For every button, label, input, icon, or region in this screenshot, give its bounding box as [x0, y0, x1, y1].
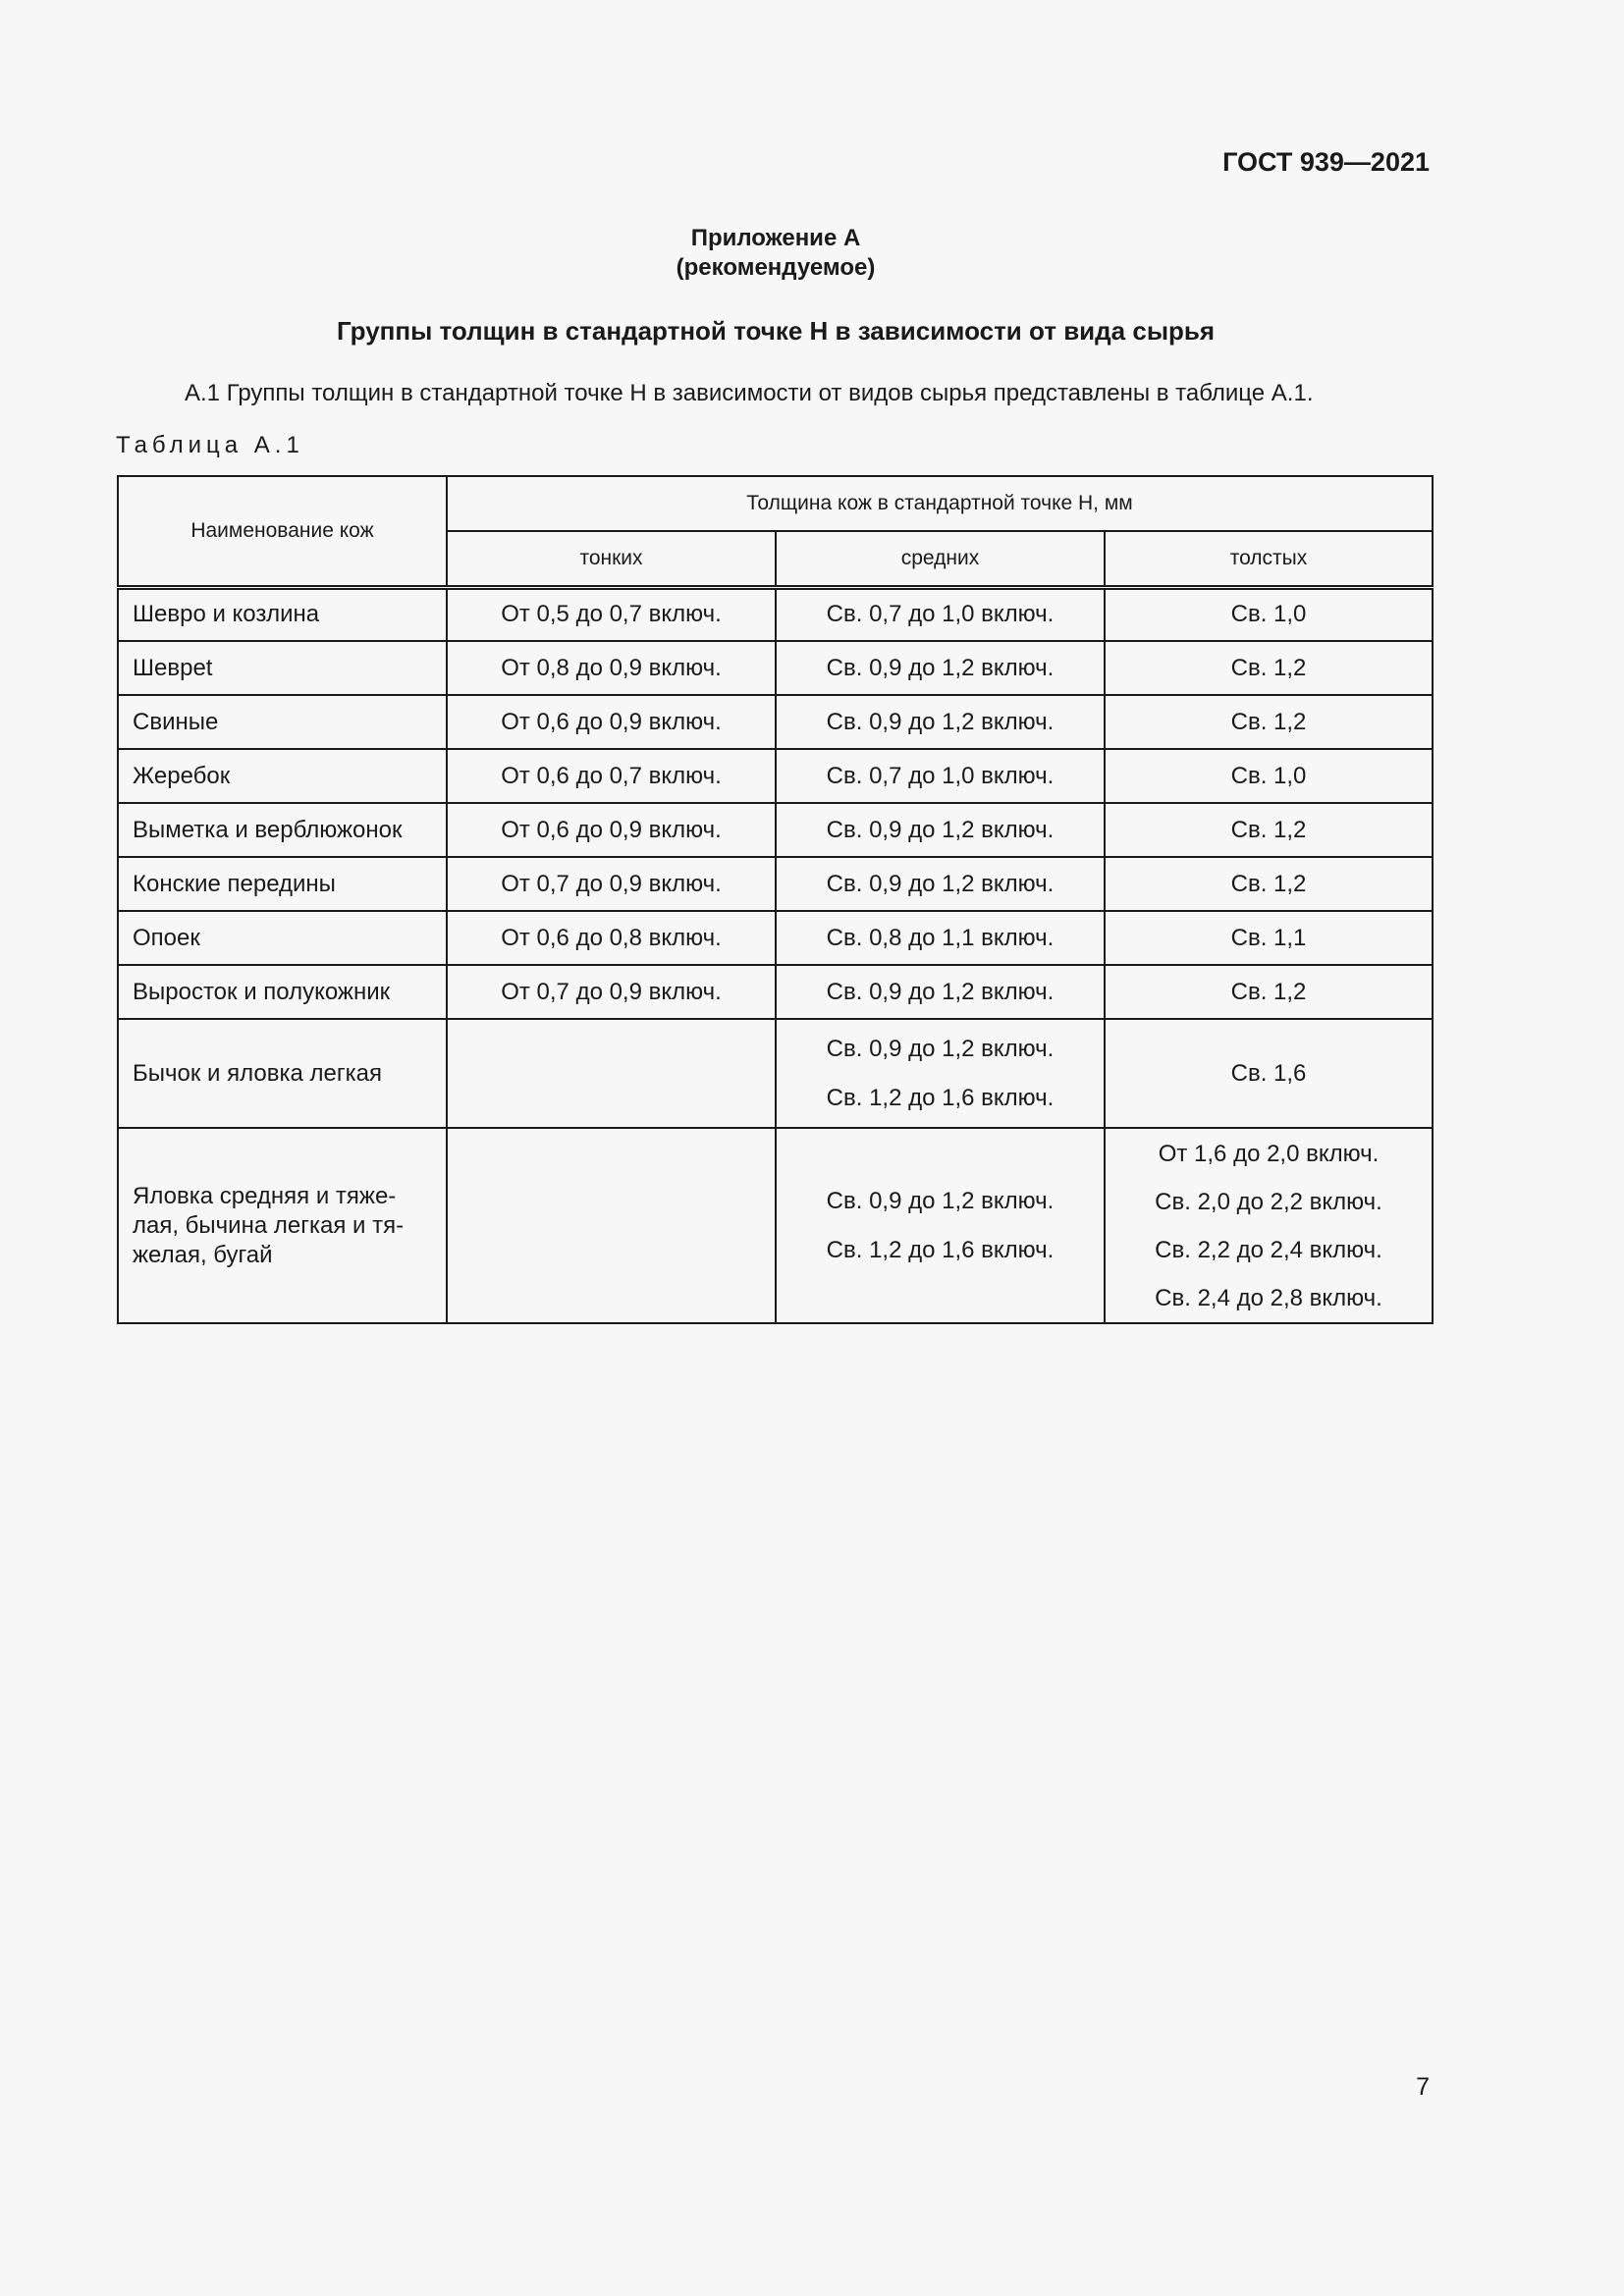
cell-name: Шевреt	[118, 641, 447, 695]
cell-thick: Св. 1,2	[1105, 803, 1433, 857]
cell-thick: Св. 1,6	[1105, 1019, 1433, 1128]
cell-medium-line: Св. 1,2 до 1,6 включ.	[826, 1084, 1055, 1111]
cell-thin: От 0,7 до 0,9 включ.	[447, 965, 776, 1019]
cell-thick: Св. 1,2	[1105, 641, 1433, 695]
cell-thin: От 0,6 до 0,9 включ.	[447, 695, 776, 749]
table-row	[118, 1128, 1433, 1323]
cell-medium: Св. 0,9 до 1,2 включ.	[776, 803, 1105, 857]
cell-thin: От 0,6 до 0,9 включ.	[447, 803, 776, 857]
col-header-medium: средних	[776, 531, 1105, 587]
cell-thick: Св. 1,2	[1105, 695, 1433, 749]
cell-medium	[776, 1019, 1105, 1128]
cell-thick-line: Св. 2,4 до 2,8 включ.	[1155, 1284, 1382, 1311]
cell-thick: Св. 1,2	[1105, 857, 1433, 911]
cell-thin: От 0,6 до 0,7 включ.	[447, 749, 776, 803]
cell-name: Выметка и верблюжонок	[118, 803, 447, 857]
page-number: 7	[1416, 2073, 1430, 2101]
cell-name: Бычок и яловка легкая	[118, 1019, 447, 1128]
appendix-title-block	[0, 224, 1551, 283]
cell-thick: Св. 1,0	[1105, 587, 1433, 641]
cell-thin: От 0,8 до 0,9 включ.	[447, 641, 776, 695]
col-header-name: Наименование кож	[118, 476, 447, 587]
cell-medium: Св. 0,9 до 1,2 включ.	[776, 695, 1105, 749]
thickness-table	[117, 475, 1434, 1324]
section-heading: Группы толщин в стандартной точке Н в зависимости от вида сырья	[336, 316, 1216, 346]
cell-thin: От 0,6 до 0,8 включ.	[447, 911, 776, 965]
col-header-thick: толстых	[1105, 531, 1433, 587]
col-header-group: Толщина кож в стандартной точке Н, мм	[447, 476, 1433, 531]
cell-name: Выросток и полукожник	[118, 965, 447, 1019]
table-row	[118, 911, 1433, 965]
table-row	[118, 1019, 1433, 1128]
cell-thick-line: Св. 2,2 до 2,4 включ.	[1155, 1236, 1382, 1263]
header-row	[118, 476, 1433, 531]
table-row	[118, 965, 1433, 1019]
cell-name: Свиные	[118, 695, 447, 749]
cell-thick: Св. 1,2	[1105, 965, 1433, 1019]
cell-thick-line: Св. 2,0 до 2,2 включ.	[1155, 1188, 1382, 1215]
cell-name: Шевро и козлина	[118, 587, 447, 641]
cell-thick	[1105, 1128, 1433, 1323]
table-row	[118, 857, 1433, 911]
table-row	[118, 695, 1433, 749]
standard-code: ГОСТ 939—2021	[1222, 147, 1430, 177]
cell-thick-line: От 1,6 до 2,0 включ.	[1158, 1140, 1380, 1167]
cell-thin: От 0,7 до 0,9 включ.	[447, 857, 776, 911]
cell-medium: Св. 0,9 до 1,2 включ.	[776, 857, 1105, 911]
cell-medium-line: Св. 0,9 до 1,2 включ.	[826, 1035, 1055, 1062]
cell-name: Конские передины	[118, 857, 447, 911]
table-row	[118, 587, 1433, 641]
cell-medium: Св. 0,9 до 1,2 включ.	[776, 641, 1105, 695]
cell-thick: Св. 1,0	[1105, 749, 1433, 803]
cell-thin: От 0,5 до 0,7 включ.	[447, 587, 776, 641]
table-row	[118, 749, 1433, 803]
cell-medium-line: Св. 1,2 до 1,6 включ.	[826, 1236, 1055, 1263]
appendix-title: Приложение А	[690, 225, 861, 251]
cell-medium-line: Св. 0,9 до 1,2 включ.	[826, 1187, 1055, 1214]
cell-thick: Св. 1,1	[1105, 911, 1433, 965]
cell-medium: Св. 0,9 до 1,2 включ.	[776, 965, 1105, 1019]
appendix-status: (рекомендуемое)	[676, 254, 876, 281]
cell-name: Опоек	[118, 911, 447, 965]
table-row	[118, 803, 1433, 857]
cell-thin	[447, 1128, 776, 1323]
table-caption: Таблица А.1	[116, 432, 304, 458]
intro-paragraph: А.1 Группы толщин в стандартной точке Н в зависимости от видов сырья представлены в таблице А.1.	[185, 380, 1314, 406]
table-row	[118, 641, 1433, 695]
cell-medium: Св. 0,7 до 1,0 включ.	[776, 749, 1105, 803]
cell-medium: Св. 0,7 до 1,0 включ.	[776, 587, 1105, 641]
cell-name: Жеребок	[118, 749, 447, 803]
cell-medium	[776, 1128, 1105, 1323]
cell-medium: Св. 0,8 до 1,1 включ.	[776, 911, 1105, 965]
cell-thin	[447, 1019, 776, 1128]
cell-name: Яловка средняя и тяже-лая, бычина легкая и тя-желая, бугай	[118, 1128, 447, 1323]
col-header-thin: тонких	[447, 531, 776, 587]
